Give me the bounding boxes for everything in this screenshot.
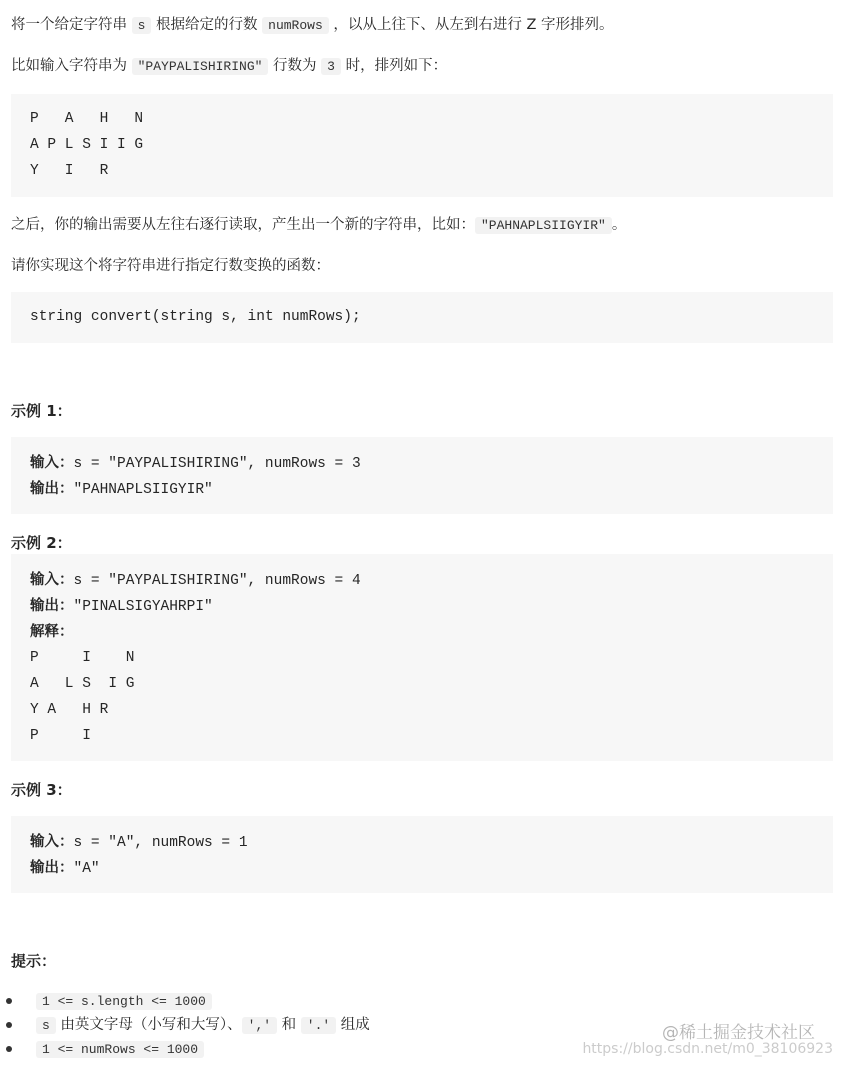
- example-2-block: [11, 554, 833, 761]
- text: 由英文字母（小写和大写）、: [55, 1017, 242, 1033]
- example-input-line: [30, 567, 833, 593]
- explain-label: 解释：: [30, 624, 74, 640]
- example-1-title: 示例 1：: [11, 402, 72, 420]
- input-value: s = "PAYPALISHIRING", numRows = 4: [73, 573, 361, 589]
- inline-code: "PAYPALISHIRING": [132, 58, 269, 75]
- inline-code: ',': [242, 1017, 277, 1034]
- text: 之后，你的输出需要从左往右逐行读取，产生出一个新的字符串，比如：: [11, 217, 475, 233]
- inline-code: 3: [321, 58, 341, 75]
- list-item: [36, 989, 370, 1013]
- intro-paragraph-4: 请你实现这个将字符串进行指定行数变换的函数：: [11, 258, 330, 274]
- text: 组成: [336, 1017, 370, 1033]
- input-value: s = "A", numRows = 1: [73, 835, 248, 851]
- inline-code: numRows: [262, 17, 329, 34]
- text: 时，排列如下：: [340, 58, 448, 74]
- example-explain-line: [30, 619, 833, 645]
- text: 根据给定的行数: [151, 17, 263, 33]
- explain-pattern-line: P I N: [30, 650, 135, 666]
- function-signature-block: [11, 292, 833, 343]
- hints-title: 提示：: [11, 952, 57, 970]
- intro-paragraph-2: [11, 55, 447, 78]
- bullet-icon: [6, 1046, 12, 1052]
- bullet-icon: [6, 998, 12, 1004]
- watermark-url: https://blog.csdn.net/m0_38106923: [582, 1041, 833, 1057]
- list-item: [36, 1037, 370, 1061]
- example-output-line: [30, 855, 833, 881]
- input-label: 输入：: [30, 572, 74, 588]
- output-value: "PAHNAPLSIIGYIR": [73, 482, 213, 498]
- inline-code: 1 <= s.length <= 1000: [36, 993, 212, 1010]
- explain-pattern-line: A L S I G: [30, 676, 135, 692]
- intro-paragraph-1: [11, 14, 614, 37]
- inline-code: 1 <= numRows <= 1000: [36, 1041, 204, 1058]
- intro-paragraph-3: [11, 214, 626, 237]
- example-3-block: [11, 816, 833, 893]
- example-output-line: [30, 593, 833, 619]
- inline-code: '.': [301, 1017, 336, 1034]
- text: 将一个给定字符串: [11, 17, 132, 33]
- zigzag-pattern-block: [11, 94, 833, 197]
- output-label: 输出：: [30, 598, 74, 614]
- output-value: "A": [73, 861, 100, 877]
- output-label: 输出：: [30, 481, 74, 497]
- list-item: [36, 1013, 370, 1037]
- example-2-title: 示例 2：: [11, 534, 72, 552]
- example-1-block: [11, 437, 833, 514]
- example-output-line: [30, 476, 833, 502]
- example-input-line: [30, 450, 833, 476]
- text: ，以从上往下、从左到右进行 Z 字形排列。: [328, 17, 614, 33]
- input-value: s = "PAYPALISHIRING", numRows = 3: [73, 456, 361, 472]
- text: 行数为: [268, 58, 322, 74]
- watermark-brand: @稀土掘金技术社区: [662, 1023, 815, 1043]
- input-label: 输入：: [30, 455, 74, 471]
- pattern-line: A P L S I I G: [30, 137, 144, 153]
- explain-pattern-line: P I: [30, 728, 91, 744]
- pattern-line: Y I R: [30, 163, 109, 179]
- text: 和: [277, 1017, 301, 1033]
- inline-code: s: [36, 1017, 56, 1034]
- text: 。: [611, 217, 627, 233]
- text: 比如输入字符串为: [11, 58, 132, 74]
- bullet-icon: [6, 1022, 12, 1028]
- pattern-line: P A H N: [30, 111, 144, 127]
- inline-code: s: [132, 17, 152, 34]
- hints-list: [36, 989, 370, 1061]
- example-input-line: [30, 829, 833, 855]
- example-3-title: 示例 3：: [11, 781, 72, 799]
- inline-code: "PAHNAPLSIIGYIR": [475, 217, 612, 234]
- input-label: 输入：: [30, 834, 74, 850]
- signature-line: string convert(string s, int numRows);: [30, 309, 361, 325]
- output-value: "PINALSIGYAHRPI": [73, 599, 213, 615]
- output-label: 输出：: [30, 860, 74, 876]
- explain-pattern-line: Y A H R: [30, 702, 109, 718]
